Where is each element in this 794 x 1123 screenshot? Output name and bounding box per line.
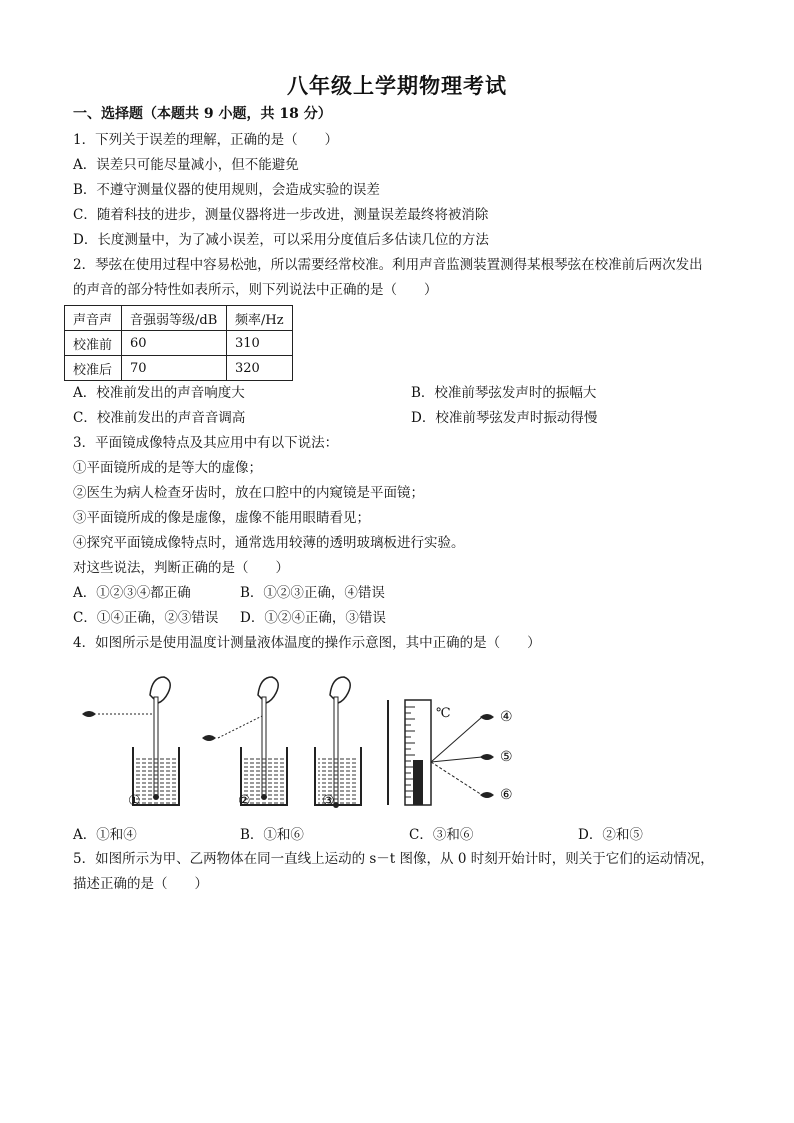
table-row [65, 356, 293, 381]
table-header: 音强弱等级/dB [122, 306, 227, 331]
q4-option-b: B．①和⑥ [240, 827, 304, 843]
q1-stem: 1．下列关于误差的理解，正确的是（ ） [73, 132, 339, 148]
figure-label-4: ④ [500, 709, 513, 725]
q3-statement-3: ③平面镜所成的像是虚像，虚像不能用眼睛看见； [73, 510, 370, 526]
q1-option-c: C．随着科技的进步，测量仪器将进一步改进，测量误差最终将被消除 [73, 207, 489, 223]
q2-stem-line1: 2．琴弦在使用过程中容易松弛，所以需要经常校准。利用声音监测装置测得某根琴弦在校准前后两次发出 [73, 257, 703, 273]
q3-statement-4: ④探究平面镜成像特点时，通常选用较薄的透明玻璃板进行实验。 [73, 535, 465, 551]
figure-label-6: ⑥ [500, 787, 513, 803]
table-header-row [65, 306, 293, 331]
eye-icon [480, 714, 494, 720]
figure-label-1: ① [128, 793, 141, 809]
q3-option-c: C．①④正确，②③错误 [73, 610, 219, 626]
table-header: 声音声 [65, 306, 122, 331]
table-cell: 校准前 [65, 331, 122, 356]
table-cell: 70 [122, 356, 227, 381]
figure-label-5: ⑤ [500, 749, 513, 765]
q3-statement-2: ②医生为病人检查牙齿时，放在口腔中的内窥镜是平面镜； [73, 485, 424, 501]
q2-option-c: C．校准前发出的声音音调高 [73, 410, 246, 426]
hand-icon [150, 677, 170, 703]
eye-icon [480, 792, 494, 798]
sound-table [64, 305, 293, 381]
page-title: 八年级上学期物理考试 [287, 73, 507, 98]
q1-option-d: D．长度测量中，为了减小误差，可以采用分度值后多估读几位的方法 [73, 232, 489, 248]
q2-option-d: D．校准前琴弦发声时振动得慢 [411, 410, 598, 426]
q3-option-d: D．①②④正确，③错误 [240, 610, 386, 626]
eye-icon [480, 754, 494, 760]
table-cell: 校准后 [65, 356, 122, 381]
hand-icon [330, 677, 350, 703]
eye-icon [202, 735, 216, 741]
q3-stem: 3．平面镜成像特点及其应用中有以下说法： [73, 435, 339, 451]
q5-stem-line2: 描述正确的是（ ） [73, 876, 208, 892]
q1-option-b: B．不遵守测量仪器的使用规则，会造成实验的误差 [73, 182, 380, 198]
thermometer-figure [70, 665, 540, 815]
q3-statement-1: ①平面镜所成的是等大的虚像； [73, 460, 262, 476]
table-cell: 310 [227, 331, 293, 356]
q2-option-b: B．校准前琴弦发声时的振幅大 [411, 385, 597, 401]
q4-option-a: A．①和④ [73, 827, 137, 843]
setup-2-beaker [202, 677, 287, 805]
q4-option-d: D．②和⑤ [578, 827, 643, 843]
table-header: 频率/Hz [227, 306, 293, 331]
eye-icon [82, 711, 96, 717]
figure-label-3: ③ [322, 793, 335, 809]
q3-judge: 对这些说法，判断正确的是（ ） [73, 560, 289, 576]
figure-label-2: ② [238, 793, 251, 809]
q2-stem-line2: 的声音的部分特性如表所示，则下列说法中正确的是（ ） [73, 282, 438, 298]
q5-stem-line1: 5．如图所示为甲、乙两物体在同一直线上运动的 s－t 图像，从 0 时刻开始计时，则关于它们的运动情况， [73, 851, 714, 867]
q1-option-a: A．误差只可能尽量减小，但不能避免 [73, 157, 299, 173]
q3-option-a: A．①②③④都正确 [73, 585, 191, 601]
q2-option-a: A．校准前发出的声音响度大 [73, 385, 245, 401]
q4-stem: 4．如图所示是使用温度计测量液体温度的操作示意图，其中正确的是（ ） [73, 635, 541, 651]
q4-option-c: C．③和⑥ [409, 827, 474, 843]
table-cell: 320 [227, 356, 293, 381]
section-heading: 一、选择题（本题共 9 小题，共 18 分） [73, 106, 332, 122]
table-row [65, 331, 293, 356]
celsius-unit-label: ℃ [436, 706, 451, 721]
setup-3-beaker [315, 677, 361, 808]
q3-option-b: B．①②③正确，④错误 [240, 585, 385, 601]
setup-1-beaker [82, 677, 179, 805]
hand-icon [258, 677, 278, 703]
table-cell: 60 [122, 331, 227, 356]
